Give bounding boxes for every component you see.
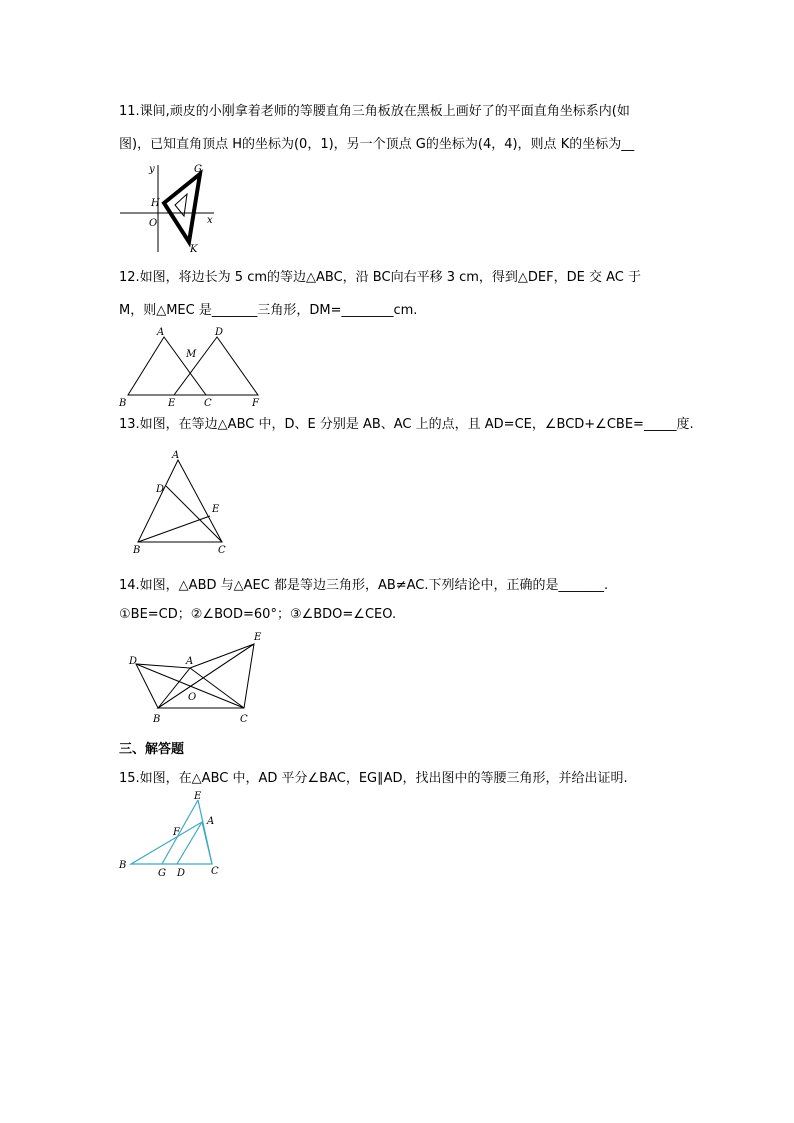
q13-figure [130, 446, 240, 558]
q15-label-F: F [173, 827, 180, 838]
q15-label-C: C [211, 866, 219, 877]
q15-label-A: A [207, 816, 215, 827]
q15-label-E: E [194, 791, 202, 802]
q14-label-D: D [129, 656, 138, 667]
q12-text-line2: M，则△MEC 是_______三角形，DM=________cm. [119, 303, 418, 318]
section-title: 三、解答题 [119, 742, 185, 757]
q11-label-x: x [207, 215, 213, 226]
q15-text-line1: 15.如图，在△ABC 中，AD 平分∠BAC，EG∥AD，找出图中的等腰三角形，并给出证明. [119, 771, 628, 786]
q12-label-D: D [215, 327, 224, 338]
q11-label-K: K [190, 244, 198, 255]
q13-label-C: C [218, 545, 226, 556]
q14-label-O: O [188, 692, 197, 703]
q12-label-C: C [204, 398, 212, 409]
q14-label-A: A [186, 656, 194, 667]
q12-label-E: E [168, 398, 176, 409]
q14-label-C: C [240, 714, 248, 725]
q15-figure [116, 790, 231, 880]
q12-label-F: F [252, 398, 259, 409]
q14-label-E: E [254, 632, 262, 643]
q15-label-B: B [119, 860, 127, 871]
q11-label-y: y [149, 164, 155, 175]
q11-text-line1: 11.课间,顽皮的小刚拿着老师的等腰直角三角板放在黑板上画好了的平面直角坐标系内(如 [119, 104, 630, 119]
q11-label-G: G [194, 164, 202, 175]
q12-label-B: B [119, 398, 127, 409]
q13-text-line1: 13.如图，在等边△ABC 中，D、E 分别是 AB、AC 上的点，且 AD=CE，∠BCD+∠CBE=_____度. [119, 417, 694, 432]
q11-text-line2: 图)，已知直角顶点 H的坐标为(0，1)，另一个顶点 G的坐标为(4，4)，则点 K的坐标为__ [119, 137, 635, 152]
q11-label-O: O [149, 218, 158, 229]
q14-label-B: B [153, 714, 161, 725]
q14-text-line1: 14.如图，△ABD 与△AEC 都是等边三角形，AB≠AC.下列结论中，正确的是_______. [119, 578, 609, 593]
q12-label-M: M [186, 349, 197, 360]
q13-label-A: A [172, 450, 180, 461]
q15-label-D: D [177, 868, 186, 879]
q13-label-D: D [156, 484, 165, 495]
q15-label-G: G [158, 868, 166, 879]
q14-figure [128, 630, 273, 730]
q11-label-H: H [151, 198, 160, 209]
q12-figure [118, 325, 268, 410]
q12-label-A: A [157, 327, 165, 338]
q13-label-B: B [133, 545, 141, 556]
q13-label-E: E [212, 504, 220, 515]
q12-text-line1: 12.如图，将边长为 5 cm的等边△ABC，沿 BC向右平移 3 cm，得到△DEF，DE 交 AC 于 [119, 270, 641, 285]
q11-figure [118, 160, 218, 255]
q14-text-line2: ①BE=CD；②∠BOD=60°；③∠BDO=∠CEO. [119, 607, 397, 622]
